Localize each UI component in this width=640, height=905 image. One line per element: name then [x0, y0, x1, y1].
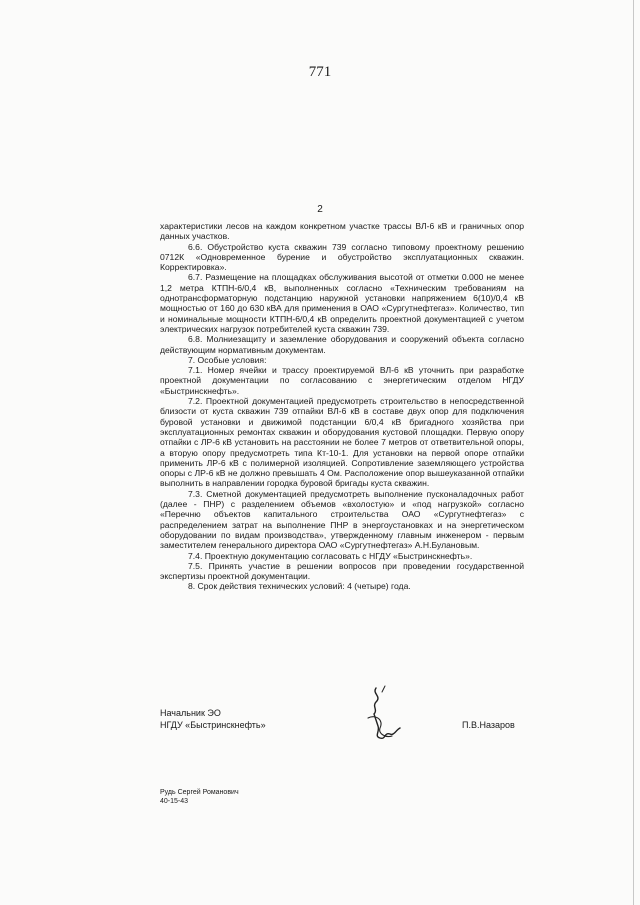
folio-number: 771 [308, 64, 332, 80]
handwritten-signature [362, 684, 406, 746]
paragraph-6-6: 6.6. Обустройство куста скважин 739 согласно типовому проектному решению 0712К «Одновременное бурение и обустройство эксплуатационных скважин. Корректировка». [160, 241, 524, 273]
signatory-position-line1: Начальник ЭО [160, 708, 221, 718]
paragraph-7-2: 7.2. Проектной документацией предусмотреть строительство в непосредственной близости от куста скважин 739 отпайки ВЛ-6 кВ в составе двух опор для подключения буровой установки и движимой подстанции 6/0,4 кВ бригадного хозяйства при эксплуатационных ремонтах скважин и оборудования кустовой площадки. Первую опору отпайки с ЛР-6 кВ установить на расстоянии не более 7 метров от ответвительной опоры, а вторую опору предусмотреть типа Кт-10-1. Для установки на первой опоре отпайки применить ЛР-6 кВ с полимерной изоляцией. Сопротивление заземляющего устройства опоры с ЛР-6 кВ не должно превышать 4 Ом. Расположение опор вышеуказанной отпайки выполнить в направлении городка буровой бригады куста скважин. [160, 396, 524, 489]
executor-phone: 40-15-43 [160, 798, 189, 805]
paragraph-7-1: 7.1. Номер ячейки и трассу проектируемой ВЛ-6 кВ уточнить при разработке проектной документации по согласованию с энергетическим отделом НГДУ «Быстринскнефть». [160, 365, 524, 396]
paragraph-6-8: 6.8. Молниезащиту и заземление оборудования и сооружений объекта согласно действующим нормативным документам. [160, 334, 524, 355]
paragraph-7-3: 7.3. Сметной документацией предусмотреть выполнение пусконаладочных работ (далее - ПНР) с разделением объемов «вхолостую» и «под нагрузкой» согласно «Перечню объектов капитального строительства ОАО «Сургутнефтегаз» с распределением затрат на выполнение ПНР в энергоустановках и на энергетическом оборудовании по видам производства», утвержденному главным инженером - первым заместителем генерального директора ОАО «Сургутнефтегаз» А.Н.Булановым. [160, 488, 524, 551]
signatory-position-line2: НГДУ «Быстринскнефть» [160, 720, 266, 730]
paragraph-8: 8. Срок действия технических условий: 4 (четыре) года. [188, 581, 411, 592]
paragraph-continuation: характеристики лесов на каждом конкретном участке трассы ВЛ-6 кВ и граничных опор данных участков. [160, 221, 524, 242]
paragraph-7: 7. Особые условия: [188, 354, 267, 365]
paragraph-6-7: 6.7. Размещение на площадках обслуживания высотой от отметки 0.000 не менее 1,2 метра КТПН-6/0,4 кВ, выполненных согласно «Техническим требованиям на однотрансформаторную подстанцию наружной установки напряжением 6(10)/0,4 кВ мощностью от 160 до 630 кВА для применения в ОАО «Сургутнефтегаз». Количество, тип и номинальные мощности КТПН-6/0,4 кВ определить проектной документацией с учетом электрических нагрузок потребителей куста скважин 739. [160, 272, 524, 334]
paragraph-7-5: 7.5. Принять участие в решении вопросов при проведении государственной экспертизы проектной документации. [160, 560, 524, 582]
executor-name: Рудь Сергей Романович [160, 789, 239, 796]
page-number: 2 [317, 204, 323, 215]
page-edge-line [633, 0, 634, 905]
signatory-position [160, 707, 266, 731]
paragraph-7-4: 7.4. Проектную документацию согласовать с НГДУ «Быстринскнефть». [188, 550, 473, 561]
document-body [160, 221, 524, 592]
signatory-name: П.В.Назаров [462, 720, 515, 730]
executor-info [160, 788, 239, 806]
